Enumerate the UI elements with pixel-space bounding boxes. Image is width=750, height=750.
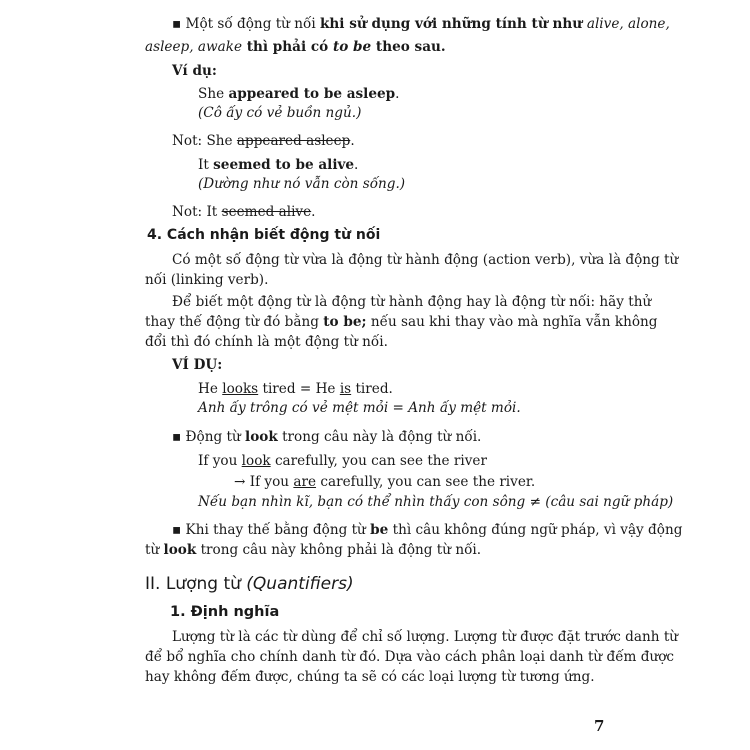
text-bold: theo sau. [371, 39, 446, 55]
example-are-carefully [234, 473, 535, 491]
example-looks-tired [198, 380, 393, 398]
text-bold: look [245, 429, 278, 445]
text-italic: asleep, awake [145, 39, 242, 55]
not-example-2 [172, 203, 316, 221]
text-bold: appeared to be asleep [228, 86, 396, 102]
text: If you [245, 474, 294, 490]
example-look-carefully [198, 452, 487, 470]
text-bold: be [370, 522, 389, 538]
text-underlined: looks [222, 381, 259, 397]
example-sentence-2 [198, 156, 358, 174]
text: trong câu này là động từ nối. [277, 429, 482, 445]
arrow-right-icon: → [234, 474, 246, 490]
text: . [395, 86, 400, 102]
bullet-look-linking-verb [172, 428, 481, 446]
text-underlined: is [339, 381, 352, 397]
text-underlined: look [241, 453, 271, 469]
text: She [198, 86, 229, 102]
page-number: 7 [594, 717, 605, 735]
text: It [198, 157, 214, 173]
text: carefully, you can see the river [270, 453, 487, 469]
text: . [311, 204, 316, 220]
text: . [354, 157, 359, 173]
paragraph-2-line2 [145, 313, 657, 331]
text: tired. [351, 381, 393, 397]
text-bold: khi sử dụng với những tính từ như [320, 16, 587, 32]
section-heading-4: 4. Cách nhận biết động từ nối [147, 227, 381, 243]
text-bold: look [163, 542, 197, 558]
example-translation-1: (Cô ấy có vẻ buồn ngủ.) [198, 105, 362, 121]
part-heading-quantifiers [145, 575, 354, 593]
text-bold: thì phải có [242, 39, 333, 55]
text-bold: seemed to be alive [213, 157, 355, 173]
example-label: Ví dụ: [172, 63, 217, 79]
definition-line1: Lượng từ là các từ dùng để chỉ số lượng. Lượng từ được đặt trước danh từ [172, 629, 679, 645]
bullet-linking-verbs-to-be-line1 [172, 15, 670, 33]
text: Not: She [172, 133, 237, 149]
not-example-1 [172, 132, 355, 150]
paragraph-2-line3: đổi thì đó chính là một động từ nối. [145, 334, 388, 350]
text-italic: (Quantifiers) [246, 574, 354, 594]
bullet-marker: ▪ [172, 16, 182, 32]
example-look-carefully-translation: Nếu bạn nhìn kĩ, bạn có thể nhìn thấy con sông ≠ (câu sai ngữ pháp) [198, 494, 674, 510]
text-bold: to be; [323, 314, 367, 330]
text: Động từ [185, 429, 246, 445]
text-strikethrough: seemed alive [221, 204, 312, 220]
text: từ [145, 542, 164, 558]
paragraph-1-line1: Có một số động từ vừa là động từ hành động (action verb), vừa là động từ [172, 252, 679, 268]
text: carefully, you can see the river. [316, 474, 536, 490]
definition-line2: để bổ nghĩa cho chính danh từ đó. Dựa vào cách phân loại danh từ đếm được [145, 649, 675, 665]
paragraph-2-line1: Để biết một động từ là động từ hành động hay là động từ nối: hãy thử [172, 294, 652, 310]
paragraph-1-line2: nối (linking verb). [145, 272, 269, 288]
text: He [198, 381, 223, 397]
text: Khi thay thế bằng động từ [185, 522, 371, 538]
subheading-definition: 1. Định nghĩa [170, 604, 280, 620]
example-label-caps: VÍ DỤ: [172, 357, 223, 373]
text-strikethrough: appeared asleep [236, 133, 351, 149]
example-translation-2: (Dường như nó vẫn còn sống.) [198, 176, 406, 192]
text: thì câu không đúng ngữ pháp, vì vậy động [388, 522, 683, 538]
bullet-marker: ▪ [172, 522, 182, 538]
example-looks-tired-translation: Anh ấy trông có vẻ mệt mỏi = Anh ấy mệt mỏi. [198, 400, 521, 416]
text: tired = He [258, 381, 340, 397]
bullet-be-replacement-line2 [145, 541, 481, 559]
text: nếu sau khi thay vào mà nghĩa vẫn không [366, 314, 658, 330]
definition-line3: hay không đếm được, chúng ta sẽ có các loại lượng từ tương ứng. [145, 669, 595, 685]
bullet-marker: ▪ [172, 429, 182, 445]
text: Not: It [172, 204, 222, 220]
text: If you [198, 453, 242, 469]
text: thay thế động từ đó bằng [145, 314, 324, 330]
text-italic: alive, alone, [586, 16, 670, 32]
text-underlined: are [293, 474, 317, 490]
bullet-linking-verbs-to-be-line2 [145, 38, 446, 56]
text: . [350, 133, 355, 149]
text: Một số động từ nối [185, 16, 320, 32]
bullet-be-replacement-line1 [172, 521, 682, 539]
text: trong câu này không phải là động từ nối. [196, 542, 482, 558]
text-bold-italic: to be [332, 39, 372, 55]
text: II. Lượng từ [145, 574, 247, 594]
example-sentence-1 [198, 85, 399, 103]
